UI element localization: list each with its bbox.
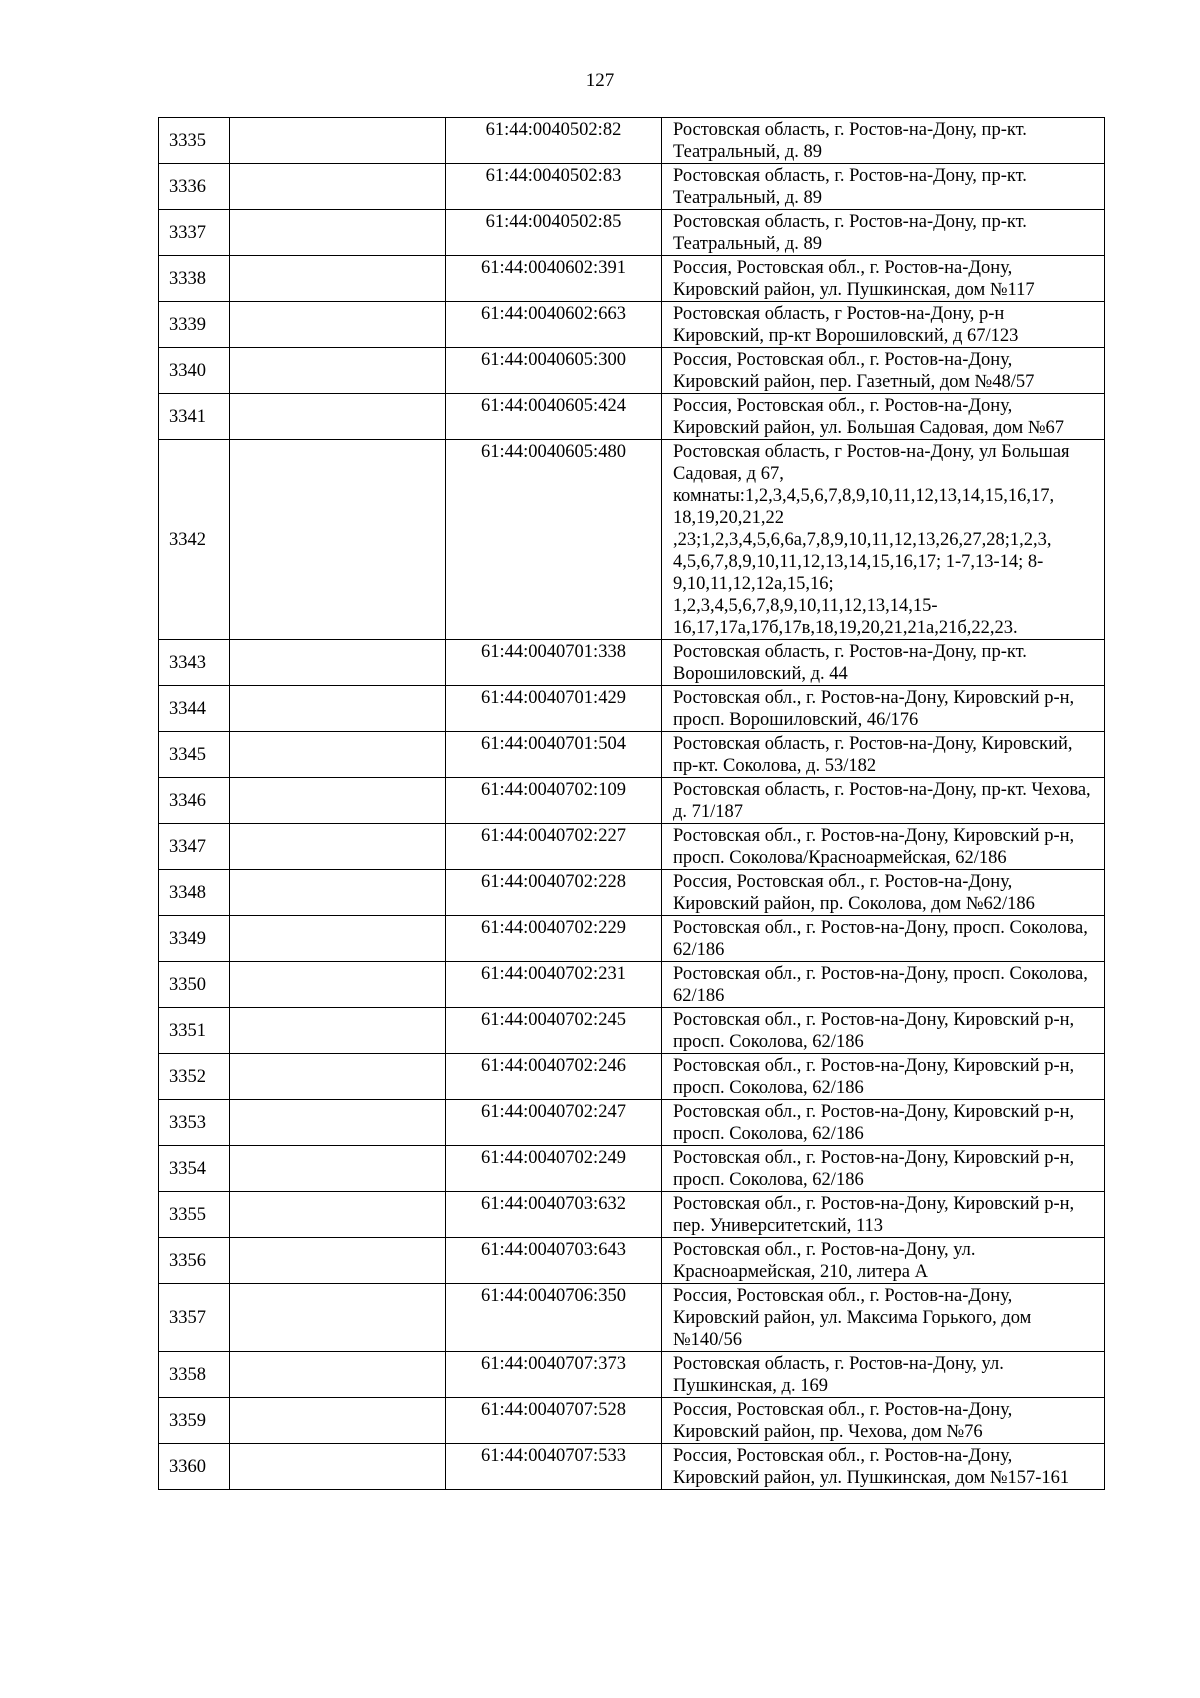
address-cell: Ростовская область, г. Ростов-на-Дону, ул. Пушкинская, д. 169 (662, 1352, 1105, 1398)
table-row (159, 732, 1105, 778)
object-name-cell (230, 1008, 446, 1054)
cadastral-number-cell: 61:44:0040703:632 (446, 1192, 662, 1238)
cadastral-number-cell: 61:44:0040703:643 (446, 1238, 662, 1284)
table-row (159, 394, 1105, 440)
address-cell: Ростовская область, г. Ростов-на-Дону, пр-кт. Театральный, д. 89 (662, 118, 1105, 164)
object-name-cell (230, 1352, 446, 1398)
cadastral-number-cell: 61:44:0040707:373 (446, 1352, 662, 1398)
cadastral-number-cell: 61:44:0040707:528 (446, 1398, 662, 1444)
object-name-cell (230, 1100, 446, 1146)
table-row (159, 824, 1105, 870)
table-row (159, 1100, 1105, 1146)
row-number-cell: 3359 (159, 1398, 230, 1444)
object-name-cell (230, 732, 446, 778)
object-name-cell (230, 778, 446, 824)
table-row (159, 1008, 1105, 1054)
address-cell: Ростовская обл., г. Ростов-на-Дону, просп. Соколова, 62/186 (662, 962, 1105, 1008)
table-row (159, 1146, 1105, 1192)
row-number-cell: 3347 (159, 824, 230, 870)
cadastral-number-cell: 61:44:0040502:83 (446, 164, 662, 210)
row-number-cell: 3342 (159, 440, 230, 640)
cadastral-number-cell: 61:44:0040602:391 (446, 256, 662, 302)
row-number-cell: 3344 (159, 686, 230, 732)
table-row (159, 1444, 1105, 1490)
object-name-cell (230, 1444, 446, 1490)
address-cell: Россия, Ростовская обл., г. Ростов-на-Дону, Кировский район, пер. Газетный, дом №48/57 (662, 348, 1105, 394)
address-cell: Ростовская область, г. Ростов-на-Дону, пр-кт. Ворошиловский, д. 44 (662, 640, 1105, 686)
row-number-cell: 3341 (159, 394, 230, 440)
object-name-cell (230, 256, 446, 302)
table-row (159, 1284, 1105, 1352)
table-row (159, 1398, 1105, 1444)
object-name-cell (230, 640, 446, 686)
table-row (159, 256, 1105, 302)
table-row (159, 118, 1105, 164)
cadastral-number-cell: 61:44:0040502:85 (446, 210, 662, 256)
cadastral-number-cell: 61:44:0040702:109 (446, 778, 662, 824)
table-body (159, 118, 1105, 1490)
address-cell: Ростовская обл., г. Ростов-на-Дону, Кировский р-н, просп. Соколова/Красноармейская, 62/186 (662, 824, 1105, 870)
row-number-cell: 3340 (159, 348, 230, 394)
address-cell: Ростовская область, г. Ростов-на-Дону, пр-кт. Театральный, д. 89 (662, 164, 1105, 210)
row-number-cell: 3352 (159, 1054, 230, 1100)
address-cell: Ростовская область, г. Ростов-на-Дону, Кировский, пр-кт. Соколова, д. 53/182 (662, 732, 1105, 778)
table-row (159, 1238, 1105, 1284)
object-name-cell (230, 686, 446, 732)
cadastral-number-cell: 61:44:0040702:249 (446, 1146, 662, 1192)
page-number: 127 (585, 70, 615, 91)
row-number-cell: 3336 (159, 164, 230, 210)
address-cell: Россия, Ростовская обл., г. Ростов-на-Дону, Кировский район, ул. Пушкинская, дом №157-161 (662, 1444, 1105, 1490)
row-number-cell: 3337 (159, 210, 230, 256)
address-cell: Россия, Ростовская обл., г. Ростов-на-Дону, Кировский район, пр. Чехова, дом №76 (662, 1398, 1105, 1444)
row-number-cell: 3348 (159, 870, 230, 916)
row-number-cell: 3350 (159, 962, 230, 1008)
table-row (159, 302, 1105, 348)
table-row (159, 640, 1105, 686)
table-row (159, 348, 1105, 394)
cadastral-number-cell: 61:44:0040702:228 (446, 870, 662, 916)
table-row (159, 440, 1105, 640)
row-number-cell: 3356 (159, 1238, 230, 1284)
object-name-cell (230, 210, 446, 256)
object-name-cell (230, 1192, 446, 1238)
object-name-cell (230, 440, 446, 640)
object-name-cell (230, 1284, 446, 1352)
cadastral-number-cell: 61:44:0040701:504 (446, 732, 662, 778)
row-number-cell: 3335 (159, 118, 230, 164)
cadastral-number-cell: 61:44:0040605:300 (446, 348, 662, 394)
object-name-cell (230, 118, 446, 164)
object-name-cell (230, 1054, 446, 1100)
table-row (159, 164, 1105, 210)
table-row (159, 962, 1105, 1008)
table-row (159, 916, 1105, 962)
object-name-cell (230, 1238, 446, 1284)
address-cell: Ростовская область, г. Ростов-на-Дону, пр-кт. Театральный, д. 89 (662, 210, 1105, 256)
row-number-cell: 3339 (159, 302, 230, 348)
object-name-cell (230, 962, 446, 1008)
address-cell: Россия, Ростовская обл., г. Ростов-на-Дону, Кировский район, ул. Максима Горького, дом №140/56 (662, 1284, 1105, 1352)
property-registry-table (158, 117, 1105, 1490)
object-name-cell (230, 870, 446, 916)
row-number-cell: 3354 (159, 1146, 230, 1192)
table-row (159, 870, 1105, 916)
row-number-cell: 3349 (159, 916, 230, 962)
cadastral-number-cell: 61:44:0040701:338 (446, 640, 662, 686)
address-cell: Россия, Ростовская обл., г. Ростов-на-Дону, Кировский район, ул. Пушкинская, дом №117 (662, 256, 1105, 302)
address-cell: Ростовская обл., г. Ростов-на-Дону, Кировский р-н, просп. Ворошиловский, 46/176 (662, 686, 1105, 732)
object-name-cell (230, 1146, 446, 1192)
cadastral-number-cell: 61:44:0040702:229 (446, 916, 662, 962)
address-cell: Ростовская обл., г. Ростов-на-Дону, Кировский р-н, просп. Соколова, 62/186 (662, 1008, 1105, 1054)
address-cell: Ростовская обл., г. Ростов-на-Дону, Кировский р-н, просп. Соколова, 62/186 (662, 1146, 1105, 1192)
row-number-cell: 3353 (159, 1100, 230, 1146)
object-name-cell (230, 824, 446, 870)
address-cell: Ростовская обл., г. Ростов-на-Дону, Кировский р-н, просп. Соколова, 62/186 (662, 1100, 1105, 1146)
row-number-cell: 3343 (159, 640, 230, 686)
table-row (159, 1352, 1105, 1398)
cadastral-number-cell: 61:44:0040706:350 (446, 1284, 662, 1352)
row-number-cell: 3360 (159, 1444, 230, 1490)
address-cell: Ростовская обл., г. Ростов-на-Дону, Кировский р-н, просп. Соколова, 62/186 (662, 1054, 1105, 1100)
table-row (159, 686, 1105, 732)
cadastral-number-cell: 61:44:0040707:533 (446, 1444, 662, 1490)
address-cell: Ростовская обл., г. Ростов-на-Дону, ул. Красноармейская, 210, литера А (662, 1238, 1105, 1284)
cadastral-number-cell: 61:44:0040602:663 (446, 302, 662, 348)
cadastral-number-cell: 61:44:0040702:246 (446, 1054, 662, 1100)
table-row (159, 1192, 1105, 1238)
address-cell: Ростовская область, г Ростов-на-Дону, р-н Кировский, пр-кт Ворошиловский, д 67/123 (662, 302, 1105, 348)
table-row (159, 778, 1105, 824)
object-name-cell (230, 916, 446, 962)
address-cell: Россия, Ростовская обл., г. Ростов-на-Дону, Кировский район, ул. Большая Садовая, дом №67 (662, 394, 1105, 440)
address-cell: Ростовская обл., г. Ростов-на-Дону, Кировский р-н, пер. Университетский, 113 (662, 1192, 1105, 1238)
row-number-cell: 3338 (159, 256, 230, 302)
row-number-cell: 3358 (159, 1352, 230, 1398)
object-name-cell (230, 394, 446, 440)
address-cell: Россия, Ростовская обл., г. Ростов-на-Дону, Кировский район, пр. Соколова, дом №62/186 (662, 870, 1105, 916)
row-number-cell: 3346 (159, 778, 230, 824)
row-number-cell: 3351 (159, 1008, 230, 1054)
object-name-cell (230, 164, 446, 210)
table-row (159, 210, 1105, 256)
cadastral-number-cell: 61:44:0040702:227 (446, 824, 662, 870)
cadastral-number-cell: 61:44:0040502:82 (446, 118, 662, 164)
table-row (159, 1054, 1105, 1100)
cadastral-number-cell: 61:44:0040702:245 (446, 1008, 662, 1054)
cadastral-number-cell: 61:44:0040702:247 (446, 1100, 662, 1146)
cadastral-number-cell: 61:44:0040605:424 (446, 394, 662, 440)
object-name-cell (230, 1398, 446, 1444)
object-name-cell (230, 302, 446, 348)
address-cell: Ростовская область, г. Ростов-на-Дону, пр-кт. Чехова, д. 71/187 (662, 778, 1105, 824)
cadastral-number-cell: 61:44:0040702:231 (446, 962, 662, 1008)
address-cell: Ростовская область, г Ростов-на-Дону, ул Большая Садовая, д 67, комнаты:1,2,3,4,5,6,7,8,9,10,11,12,13,14,15,16,17, 18,19,20,21,22 ,23;1,2,3,4,5,6,6а,7,8,9,10,11,12,13,26,27,28;1,2,3, 4,5,6,7,8,9,10,11,12,13,14,15,16,17; 1-7,13-14; 8-9,10,11,12,12а,15,16; 1,2,3,4,5,6,7,8,9,10,11,12,13,14,15-16,17,17а,17б,17в,18,19,20,21,21а,21б,22,23. (662, 440, 1105, 640)
row-number-cell: 3355 (159, 1192, 230, 1238)
row-number-cell: 3345 (159, 732, 230, 778)
address-cell: Ростовская обл., г. Ростов-на-Дону, просп. Соколова, 62/186 (662, 916, 1105, 962)
object-name-cell (230, 348, 446, 394)
cadastral-number-cell: 61:44:0040605:480 (446, 440, 662, 640)
cadastral-number-cell: 61:44:0040701:429 (446, 686, 662, 732)
row-number-cell: 3357 (159, 1284, 230, 1352)
